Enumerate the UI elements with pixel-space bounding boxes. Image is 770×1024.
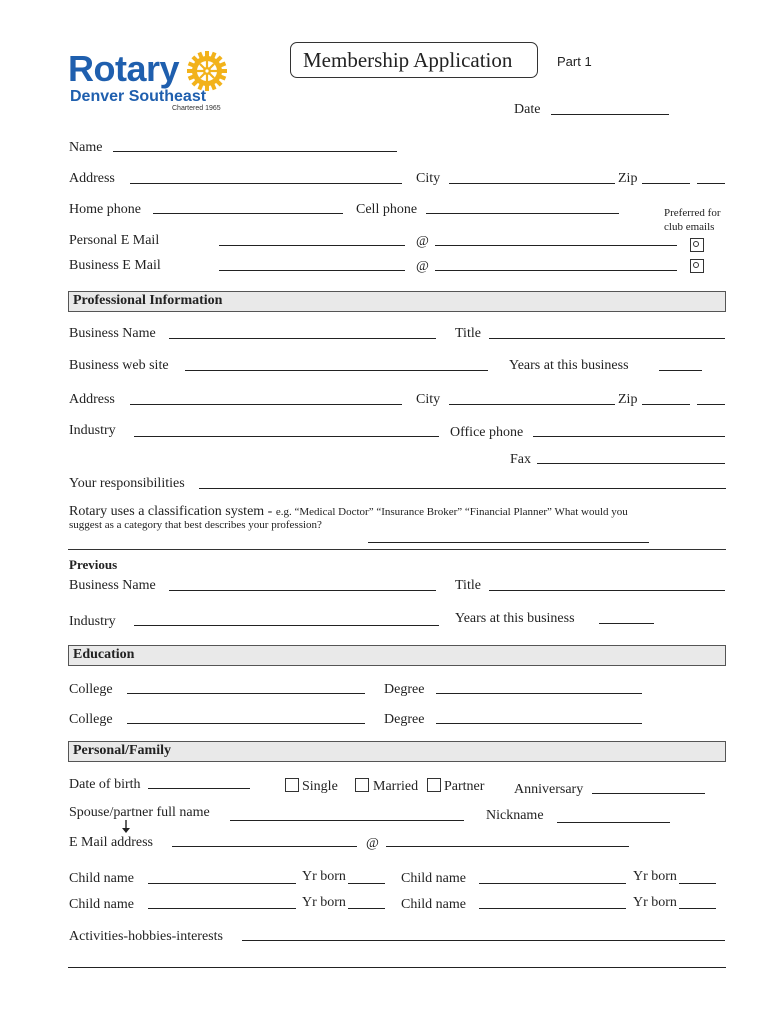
child-1-field[interactable] [148,883,296,884]
child-2-yr-field[interactable] [679,883,716,884]
single-checkbox[interactable] [285,778,299,792]
zip-field[interactable] [642,183,690,184]
home-phone-label: Home phone [69,202,141,217]
business-email-label: Business E Mail [69,258,161,273]
title-label: Title [455,326,481,341]
child-3-field[interactable] [148,908,296,909]
business-city-label: City [416,392,441,407]
responsibilities-field[interactable] [199,488,726,489]
activities-field[interactable] [242,940,725,941]
child-2-yr-label: Yr born [633,869,677,884]
education-heading: Education [73,647,135,662]
spouse-label: Spouse/partner full name [69,805,210,820]
title-box [290,42,538,78]
name-field[interactable] [113,151,397,152]
date-label: Date [514,102,541,117]
city-label: City [416,171,441,186]
preferred-note-1: Preferred for [664,207,721,219]
activities-field-line2[interactable] [68,967,726,968]
business-zip-label: Zip [618,392,638,407]
previous-title-label: Title [455,578,481,593]
classification-field[interactable] [368,542,649,543]
college-1-label: College [69,682,113,697]
personal-heading: Personal/Family [73,743,171,758]
address-label: Address [69,171,115,186]
responsibilities-label: Your responsibilities [69,476,185,491]
classification-question [69,502,628,520]
title-field[interactable] [489,338,725,339]
fax-label: Fax [510,452,531,467]
married-label: Married [373,779,419,794]
business-name-label: Business Name [69,326,156,341]
name-label: Name [69,140,103,155]
degree-2-field[interactable] [436,723,642,724]
nickname-field[interactable] [557,822,670,823]
fax-field[interactable] [537,463,725,464]
business-email-preferred-radio[interactable] [690,259,704,273]
personal-email-domain-field[interactable] [435,245,677,246]
child-3-yr-label: Yr born [302,895,346,910]
office-phone-field[interactable] [533,436,725,437]
logo-club-name: Denver Southeast [70,88,207,105]
child-2-label: Child name [401,871,466,886]
part-label: Part 1 [557,54,592,69]
previous-business-name-field[interactable] [169,590,436,591]
single-label: Single [302,779,338,794]
child-3-yr-field[interactable] [348,908,385,909]
business-zip-ext-field[interactable] [697,404,725,405]
rotary-logo [68,46,238,116]
child-4-label: Child name [401,897,466,912]
zip-label: Zip [618,171,638,186]
child-4-yr-field[interactable] [679,908,716,909]
spouse-email-user-field[interactable] [172,846,357,847]
web-site-field[interactable] [185,370,488,371]
personal-section-header [68,741,726,762]
business-address-field[interactable] [130,404,402,405]
nickname-label: Nickname [486,808,544,823]
business-city-field[interactable] [449,404,615,405]
child-3-label: Child name [69,897,134,912]
business-zip-field[interactable] [642,404,690,405]
previous-industry-label: Industry [69,614,116,629]
anniversary-field[interactable] [592,793,705,794]
city-field[interactable] [449,183,615,184]
previous-years-field[interactable] [599,623,654,624]
logo-chartered: Chartered 1965 [172,105,221,112]
spouse-email-label: E Mail address [69,835,153,850]
arrow-down-icon [121,820,131,834]
years-field[interactable] [659,370,702,371]
anniversary-label: Anniversary [514,782,584,797]
date-field[interactable] [551,114,669,115]
zip-ext-field[interactable] [697,183,725,184]
professional-heading: Professional Information [73,293,223,308]
classification-divider [68,549,726,550]
rotary-wheel-icon [186,50,228,92]
personal-email-user-field[interactable] [219,245,405,246]
previous-years-label: Years at this business [455,611,575,626]
child-1-label: Child name [69,871,134,886]
previous-heading: Previous [69,557,118,572]
classification-line2: suggest as a category that best describes your profession? [69,519,322,531]
business-email-domain-field[interactable] [435,270,677,271]
classification-examples: e.g. “Medical Doctor” “Insurance Broker” “Financial Planner” What would you [275,506,628,518]
child-4-field[interactable] [479,908,626,909]
classification-lead: Rotary uses a classification system - [69,504,276,519]
personal-email-preferred-radio[interactable] [690,238,704,252]
spouse-email-domain-field[interactable] [386,846,629,847]
industry-label: Industry [69,423,116,438]
child-1-yr-label: Yr born [302,869,346,884]
business-address-label: Address [69,392,115,407]
previous-industry-field[interactable] [134,625,439,626]
partner-label: Partner [444,779,485,794]
personal-email-at: @ [416,234,429,249]
office-phone-label: Office phone [450,425,524,440]
previous-title-field[interactable] [489,590,725,591]
page-title: Membership Application [303,48,513,72]
previous-business-name-label: Business Name [69,578,156,593]
dob-label: Date of birth [69,777,141,792]
preferred-note-2: club emails [664,221,715,233]
degree-1-field[interactable] [436,693,642,694]
spouse-email-at: @ [366,836,379,851]
dob-field[interactable] [148,788,250,789]
child-2-field[interactable] [479,883,626,884]
education-section-header [68,645,726,666]
college-2-label: College [69,712,113,727]
address-field[interactable] [130,183,402,184]
college-1-field[interactable] [127,693,365,694]
college-2-field[interactable] [127,723,365,724]
cell-phone-field[interactable] [426,213,619,214]
degree-2-label: Degree [384,712,425,727]
cell-phone-label: Cell phone [356,202,418,217]
spouse-field[interactable] [230,820,464,821]
business-email-at: @ [416,259,429,274]
personal-email-label: Personal E Mail [69,233,160,248]
home-phone-field[interactable] [153,213,343,214]
degree-1-label: Degree [384,682,425,697]
business-name-field[interactable] [169,338,436,339]
partner-checkbox[interactable] [427,778,441,792]
professional-section-header [68,291,726,312]
child-1-yr-field[interactable] [348,883,385,884]
child-4-yr-label: Yr born [633,895,677,910]
web-site-label: Business web site [69,358,169,373]
married-checkbox[interactable] [355,778,369,792]
activities-label: Activities-hobbies-interests [69,929,223,944]
logo-brand: Rotary [68,48,180,89]
business-email-user-field[interactable] [219,270,405,271]
years-label: Years at this business [509,358,629,373]
industry-field[interactable] [134,436,439,437]
